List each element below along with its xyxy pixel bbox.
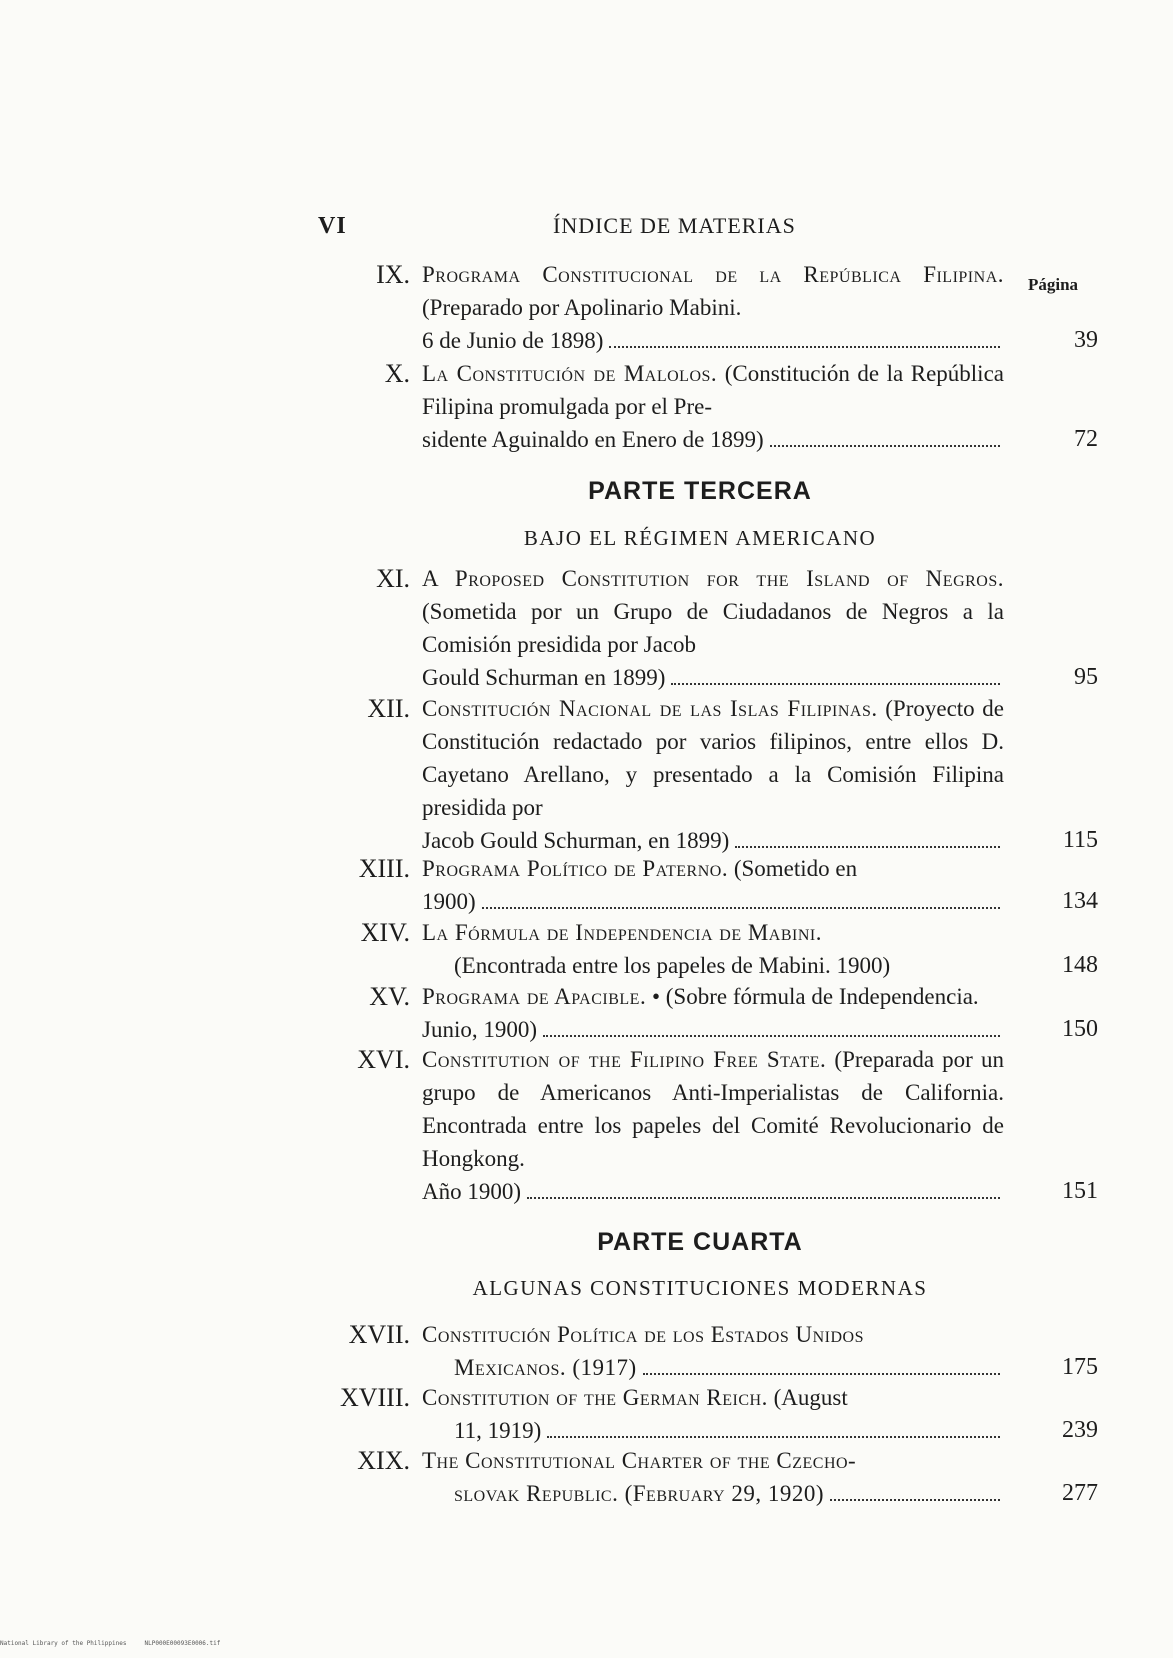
entry-title: A Proposed Constitution for the Island of Negros. (422, 566, 1004, 591)
dot-leader (735, 846, 1000, 848)
entry-last-line: 6 de Junio de 1898) (422, 328, 604, 353)
entry-text (422, 357, 1004, 456)
entry-last-line: slovak Republic. (February 29, 1920) (454, 1481, 825, 1506)
entry-number: IX. (376, 260, 410, 289)
running-head (318, 213, 1078, 249)
dot-leader (671, 683, 1000, 685)
page-title: ÍNDICE DE MATERIAS (553, 213, 796, 238)
entry-page: 150 (1062, 1016, 1098, 1042)
entry-description: (Sometido en (733, 856, 858, 881)
entry-number: XIII. (358, 854, 410, 883)
entry-number: X. (384, 359, 410, 388)
entry-page: 39 (1074, 327, 1098, 353)
entry-title: Constitution of the German Reich. (422, 1385, 768, 1410)
entry-last-line: 1900) (422, 889, 476, 914)
entry-text (422, 980, 1004, 1046)
entry-text (422, 258, 1004, 357)
entry-number: XI. (376, 564, 410, 593)
entry-description: • (Sobre fórmula de Independencia. (651, 984, 979, 1009)
entry-text (422, 692, 1004, 857)
entry-page: 277 (1062, 1480, 1098, 1506)
entry-number: XV. (369, 982, 410, 1011)
entry-text (422, 1043, 1004, 1208)
entry-last-line: sidente Aguinaldo en Enero de 1899) (422, 427, 764, 452)
entry-page: 134 (1062, 888, 1098, 914)
entry-title: Programa de Apacible. (422, 984, 647, 1009)
entry-title: Constitution of the Filipino Free State. (422, 1047, 827, 1072)
entry-text (422, 916, 1004, 982)
entry-title: La Constitución de Malolos. (422, 361, 718, 386)
dot-leader (830, 1499, 1000, 1501)
entry-title: Constitución Nacional de las Islas Filipinas. (422, 696, 878, 721)
entry-title: Programa Constitucional de la República Filipina. (422, 262, 1004, 287)
scan-footer (0, 1640, 220, 1647)
entry-title: Programa Político de Paterno. (422, 856, 729, 881)
entry-title: La Fórmula de Independencia de Mabini. (422, 920, 822, 945)
page-column-label: Página (1028, 275, 1079, 294)
entry-number: XIX. (357, 1446, 410, 1475)
entry-text (422, 1318, 1004, 1384)
entry-description: (Preparado por Apolinario Mabini. (422, 295, 742, 320)
entry-page: 239 (1062, 1417, 1098, 1443)
entry-text (422, 562, 1004, 694)
entry-last-line: Año 1900) (422, 1179, 522, 1204)
entry-description: (Preparada por un grupo de Americanos Anti-Imperialistas de California. Encontrada entre los papeles del Comité Revolucionario de Hongkong. (422, 1047, 1004, 1171)
entry-description: (Constitución de la República Filipina promulgada por el Pre- (422, 361, 1004, 419)
entry-description: (August (773, 1385, 848, 1410)
dot-leader (543, 1035, 1000, 1037)
part-heading: PARTE TERCERA (588, 477, 812, 505)
entry-last-line: 11, 1919) (454, 1418, 542, 1443)
scan-code: NLP000E00093E0006.tif (144, 1640, 221, 1647)
entry-description: (Sometida por un Grupo de Ciudadanos de Negros a la Comisión presidida por Jacob (422, 599, 1004, 657)
entry-text (422, 852, 1004, 918)
entry-last-line: Jacob Gould Schurman, en 1899) (422, 828, 730, 853)
entry-number: XVI. (357, 1045, 410, 1074)
entry-last-line: (Encontrada entre los papeles de Mabini. 1900) (454, 953, 891, 978)
entry-page: 95 (1074, 664, 1098, 690)
entry-page: 175 (1062, 1354, 1098, 1380)
entry-last-line: Junio, 1900) (422, 1017, 537, 1042)
entry-page: 115 (1062, 827, 1098, 853)
entry-title: The Constitutional Charter of the Czecho- (422, 1448, 857, 1473)
entry-last-line: Mexicanos. (1917) (454, 1355, 637, 1380)
part-subheading: BAJO EL RÉGIMEN AMERICANO (523, 526, 877, 550)
entry-page: 151 (1062, 1178, 1098, 1204)
entry-page: 72 (1074, 426, 1098, 452)
entry-description: (Proyecto de Constitución redactado por varios filipinos, entre ellos D. Cayetano Arellano, y presentado a la Comisión Filipina presidida por (422, 696, 1004, 820)
dot-leader (482, 907, 1000, 909)
entry-title: Constitución Política de los Estados Unidos (422, 1322, 864, 1347)
part-heading: PARTE CUARTA (597, 1228, 803, 1256)
entry-number: XVII. (348, 1320, 410, 1349)
dot-leader (547, 1436, 1000, 1438)
dot-leader (609, 346, 1000, 348)
entry-number: XVIII. (339, 1383, 410, 1412)
entry-text (422, 1444, 1004, 1510)
dot-leader (770, 445, 1000, 447)
entry-last-line: Gould Schurman en 1899) (422, 665, 666, 690)
entry-number: XII. (367, 694, 410, 723)
entry-number: XIV. (360, 918, 410, 947)
library-credit: National Library of the Philippines (0, 1640, 127, 1647)
dot-leader (643, 1373, 1000, 1375)
page-folio: VI (318, 213, 347, 239)
dot-leader (527, 1197, 1000, 1199)
entry-page: 148 (1062, 952, 1098, 978)
part-subheading: ALGUNAS CONSTITUCIONES MODERNAS (472, 1276, 928, 1300)
entry-text (422, 1381, 1004, 1447)
